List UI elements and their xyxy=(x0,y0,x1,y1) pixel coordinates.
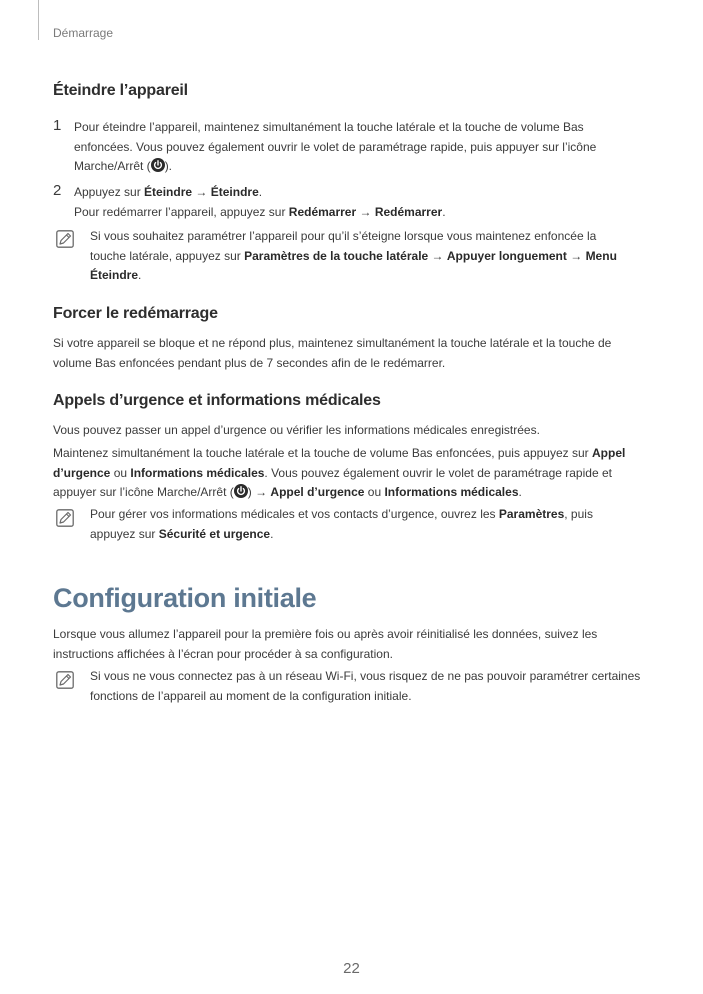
section-label: Démarrage xyxy=(53,26,114,40)
configuration-line-2: instructions affichées à l’écran pour procéder à sa configuration. xyxy=(53,646,393,661)
paragraph-configuration xyxy=(53,625,673,664)
note-icon xyxy=(56,671,74,689)
power-icon xyxy=(234,484,248,498)
heading-forcer: Forcer le redémarrage xyxy=(53,305,218,322)
urgence-line-1: Maintenez simultanément la touche latérale et la touche de volume Bas enfoncées, puis appuyez sur Appel xyxy=(53,446,626,460)
power-icon xyxy=(151,158,165,172)
configuration-line-1: Lorsque vous allumez l’appareil pour la première fois ou après avoir réinitialisé les données, suivez les xyxy=(53,627,598,641)
note-configuration-line-2: fonctions de l’appareil au moment de la configuration initiale. xyxy=(90,688,412,703)
paragraph-urgence-2 xyxy=(53,444,683,503)
paragraph-forcer xyxy=(53,334,673,373)
page-number: 22 xyxy=(343,960,360,977)
note-eteindre-line-2: touche latérale, appuyez sur Paramètres de la touche latérale → Appuyer longuement → Menu xyxy=(90,248,617,263)
note-eteindre xyxy=(90,227,670,286)
note-configuration xyxy=(90,667,680,706)
margin-rule xyxy=(38,0,39,40)
step-2-line-1: Appuyez sur Éteindre → Éteindre. xyxy=(74,185,263,199)
step-1-text xyxy=(74,118,674,177)
note-eteindre-line-1: Si vous souhaitez paramétrer l’appareil pour qu’il s’éteigne lorsque vous maintenez enfoncée la xyxy=(90,229,597,243)
step-1-line-3: Marche/Arrêt ( ). xyxy=(74,159,173,173)
forcer-line-2: volume Bas enfoncées pendant plus de 7 secondes afin de le redémarrer. xyxy=(53,355,446,370)
paragraph-urgence-1: Vous pouvez passer un appel d’urgence ou vérifier les informations médicales enregistrées. xyxy=(53,423,540,437)
step-2-text xyxy=(74,183,674,222)
step-2-line-2: Pour redémarrer l’appareil, appuyez sur Redémarrer → Redémarrer. xyxy=(74,204,446,219)
step-number-1: 1 xyxy=(53,117,62,134)
urgence-line-2: d’urgence ou Informations médicales. Vous pouvez également ouvrir le volet de paramétrage rapide et xyxy=(53,465,612,480)
urgence-line-3: appuyer sur l’icône Marche/Arrêt ( ) → Appel d’urgence ou Informations médicales. xyxy=(53,485,522,499)
heading-eteindre: Éteindre l’appareil xyxy=(53,82,188,99)
note-configuration-line-1: Si vous ne vous connectez pas à un réseau Wi-Fi, vous risquez de ne pas pouvoir paramétrer certaines xyxy=(90,669,641,683)
note-urgence xyxy=(90,505,670,544)
note-icon xyxy=(56,509,74,527)
note-urgence-line-1: Pour gérer vos informations médicales et vos contacts d’urgence, ouvrez les Paramètres, puis xyxy=(90,507,593,521)
note-icon xyxy=(56,230,74,248)
step-number-2: 2 xyxy=(53,182,62,199)
heading-configuration: Configuration initiale xyxy=(53,583,317,613)
note-eteindre-line-3: Éteindre. xyxy=(90,268,142,282)
heading-urgence: Appels d’urgence et informations médicales xyxy=(53,392,381,409)
note-urgence-line-2: appuyez sur Sécurité et urgence. xyxy=(90,526,274,541)
step-1-line-1: Pour éteindre l’appareil, maintenez simultanément la touche latérale et la touche de volume Bas xyxy=(74,120,584,134)
step-1-line-2: enfoncées. Vous pouvez également ouvrir le volet de paramétrage rapide, puis appuyer sur l’icône xyxy=(74,139,597,154)
forcer-line-1: Si votre appareil se bloque et ne répond plus, maintenez simultanément la touche latérale et la touche de xyxy=(53,336,612,350)
